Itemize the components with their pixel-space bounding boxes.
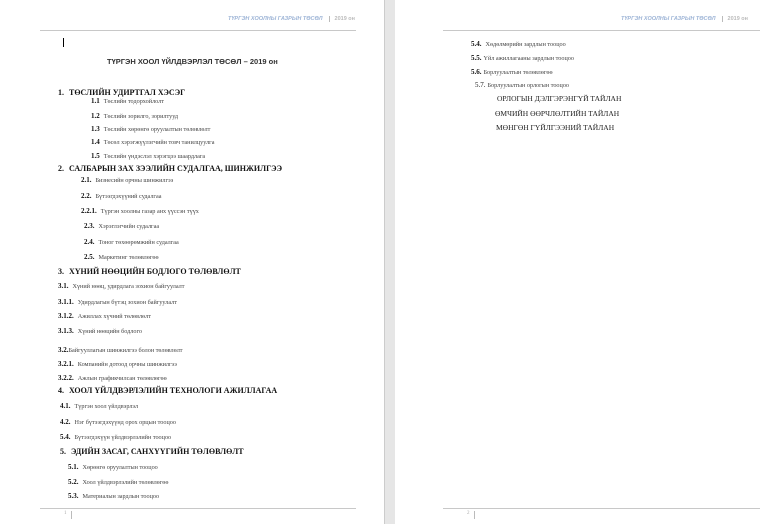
item-text: Компанийн дотоод орчны шинжилгээ — [77, 361, 177, 368]
item-text: ТӨСЛИЙН УДИРТГАЛ ХЭСЭГ — [69, 88, 186, 97]
toc-item[interactable] — [58, 282, 184, 291]
document-title: ТҮРГЭН ХООЛ ҮЙЛДВЭРЛЭЛ ТӨСӨЛ – 2019 он — [107, 57, 278, 66]
item-number: 3.1.3. — [58, 327, 74, 335]
item-number: 4. — [58, 386, 64, 395]
item-number: 2.5. — [84, 253, 95, 261]
item-number: 2.3. — [84, 222, 95, 230]
item-number: 1.4 — [91, 138, 100, 146]
item-number: 3.2.2. — [58, 374, 74, 382]
item-text: Борлуулалтын орлогын тооцоо — [487, 82, 570, 89]
toc-item[interactable] — [60, 418, 176, 427]
item-text: Төслийн хөрөнгө оруулалтын төлөвлөлт — [103, 126, 211, 133]
header-rule — [443, 30, 760, 31]
page-number: 2 — [467, 511, 475, 519]
toc-item[interactable] — [84, 238, 179, 247]
item-text: Хэрэглэгчийн судалгаа — [98, 223, 160, 230]
item-text: Төсөл хэрэгжүүлэгчийн товч танилцуулга — [103, 139, 215, 146]
item-text: Хүний нөөц, удирдлага зохион байгуулалт — [72, 283, 185, 290]
item-number: 5.5. — [471, 54, 482, 62]
item-text: Түргэн хоол үйлдвэрлэл — [74, 403, 139, 410]
item-text: Хөдөлмөрийн зардлын тооцоо — [485, 41, 566, 48]
toc-item[interactable] — [60, 433, 171, 442]
toc-item[interactable] — [91, 112, 178, 121]
item-number: 1.1 — [91, 97, 100, 105]
header-year: 2019 он — [722, 16, 748, 22]
item-number: 3. — [58, 267, 64, 276]
toc-item[interactable] — [58, 298, 177, 307]
toc-item[interactable] — [58, 360, 177, 369]
report-heading[interactable]: ӨМЧИЙН ӨӨРЧЛӨЛТИЙН ТАЙЛАН — [495, 109, 620, 118]
item-number: 5.4. — [60, 433, 71, 441]
toc-item[interactable] — [58, 327, 142, 336]
toc-heading[interactable] — [58, 88, 185, 97]
toc-item[interactable] — [81, 192, 161, 201]
header-year: 2019 он — [329, 16, 355, 22]
item-text: ХООЛ ҮЙЛДВЭРЛЭЛИЙН ТЕХНОЛОГИ АЖИЛЛАГАА — [69, 386, 278, 395]
toc-item[interactable] — [60, 402, 138, 411]
item-text: Ажиллах хүчний төлөвлөлт — [77, 313, 151, 320]
toc-heading[interactable] — [58, 164, 282, 173]
item-text: Маркетинг төлөвлөгөө — [98, 254, 159, 261]
item-number: 1.5 — [91, 152, 100, 160]
toc-item[interactable] — [91, 152, 205, 161]
item-text: Материалын зардлын тооцоо — [82, 493, 160, 500]
item-text: Үйл ажиллагааны зардлын тооцоо — [483, 55, 574, 62]
report-heading[interactable]: МӨНГӨН ГҮЙЛГЭЭНИЙ ТАЙЛАН — [496, 123, 615, 132]
item-number: 5. — [60, 447, 66, 456]
item-number: 2.2. — [81, 192, 92, 200]
footer-rule — [40, 508, 356, 509]
item-number: 3.1.2. — [58, 312, 74, 320]
item-number: 2.1. — [81, 176, 92, 184]
toc-item[interactable] — [475, 81, 569, 90]
item-number: 1.2 — [91, 112, 100, 120]
toc-heading[interactable] — [58, 386, 277, 395]
toc-item[interactable] — [81, 176, 173, 185]
item-number: 4.2. — [60, 418, 71, 426]
item-number: 2.2.1. — [81, 207, 97, 215]
item-number: 2.4. — [84, 238, 95, 246]
toc-item[interactable] — [58, 346, 183, 355]
toc-item[interactable] — [91, 125, 210, 134]
toc-heading[interactable] — [60, 447, 244, 456]
item-text: Ажлын графикчилсан төлөвлөгөө — [77, 375, 167, 382]
toc-item[interactable] — [91, 97, 164, 106]
item-number: 1. — [58, 88, 64, 97]
toc-item[interactable] — [68, 492, 159, 501]
toc-item[interactable] — [471, 54, 574, 63]
text-cursor[interactable] — [63, 38, 64, 47]
item-number: 4.1. — [60, 402, 71, 410]
toc-item[interactable] — [471, 68, 553, 77]
item-number: 2. — [58, 164, 64, 173]
item-number: 3.2. — [58, 346, 69, 354]
toc-item[interactable] — [81, 207, 199, 216]
item-text: ХҮНИЙ НӨӨЦИЙН БОДЛОГО ТӨЛӨВЛӨЛТ — [69, 267, 241, 276]
item-text: Төслийн үндэслэл хэрэгцээ шаардлага — [103, 153, 206, 160]
item-number: 5.4. — [471, 40, 482, 48]
item-text: Борлуулалтын төлөвлөгөө — [483, 69, 553, 76]
item-text: ЭДИЙН ЗАСАГ, САНХҮҮГИЙН ТӨЛӨВЛӨЛТ — [71, 447, 244, 456]
header-title: ТҮРГЭН ХООЛНЫ ГАЗРЫН ТӨСӨЛ — [228, 16, 323, 22]
item-number: 5.6. — [471, 68, 482, 76]
toc-item[interactable] — [91, 138, 214, 147]
page-header — [621, 16, 748, 22]
item-text: Бүтээгдэхүүний судалгаа — [95, 193, 162, 200]
item-text: Бүтээгдэхүүн үйлдвэрлэлийн тооцоо — [74, 434, 172, 441]
item-text: Хөрөнгө оруулалтын тооцоо — [82, 464, 158, 471]
item-text: Хоол үйлдвэрлэлийн төлөвлөгөө — [82, 479, 169, 486]
item-number: 5.2. — [68, 478, 79, 486]
page-number: 1 — [64, 511, 72, 519]
page-1 — [0, 0, 384, 524]
item-text: Тоног төхөөрөмжийн судалгаа — [98, 239, 179, 246]
item-text: Хүний нөөцийн бодлого — [77, 328, 142, 335]
toc-item[interactable] — [84, 253, 159, 262]
header-title: ТҮРГЭН ХООЛНЫ ГАЗРЫН ТӨСӨЛ — [621, 16, 716, 22]
item-number: 3.1.1. — [58, 298, 74, 306]
report-heading[interactable]: ОРЛОГЫН ДЭЛГЭРЭНГҮЙ ТАЙЛАН — [497, 94, 622, 103]
item-text: САЛБАРЫН ЗАХ ЗЭЭЛИЙН СУДАЛГАА, ШИНЖИЛГЭЭ — [69, 164, 283, 173]
item-text: Түргэн хоолны газар анх үүссэн түүх — [100, 208, 199, 215]
toc-item[interactable] — [68, 463, 158, 472]
item-text: Нэг бүтээгдэхүүнд орох орцын тооцоо — [74, 419, 176, 426]
item-number: 1.3 — [91, 125, 100, 133]
item-text: Бизнесийн орчны шинжилгээ — [95, 177, 174, 184]
item-number: 3.1. — [58, 282, 69, 290]
item-text: Төслийн зорилго, зорилтууд — [103, 113, 179, 120]
toc-item[interactable] — [58, 312, 151, 321]
item-number: 5.3. — [68, 492, 79, 500]
toc-item[interactable] — [68, 478, 168, 487]
toc-item[interactable] — [471, 40, 566, 49]
toc-item[interactable] — [84, 222, 159, 231]
item-number: 5.7. — [475, 81, 486, 89]
toc-item[interactable] — [58, 374, 167, 383]
item-number: 5.1. — [68, 463, 79, 471]
footer-rule — [443, 508, 760, 509]
item-number: 3.2.1. — [58, 360, 74, 368]
toc-heading[interactable] — [58, 267, 241, 276]
page-header — [228, 16, 355, 22]
page-2 — [395, 0, 780, 524]
item-text: Удирдлагын бүтэц зохион байгуулалт — [77, 299, 177, 306]
item-text: Байгууллагын шинжилгээ болон төлөвлөлт — [68, 347, 183, 354]
header-rule — [40, 30, 356, 31]
item-text: Төслийн тодорхойлолт — [103, 98, 164, 105]
